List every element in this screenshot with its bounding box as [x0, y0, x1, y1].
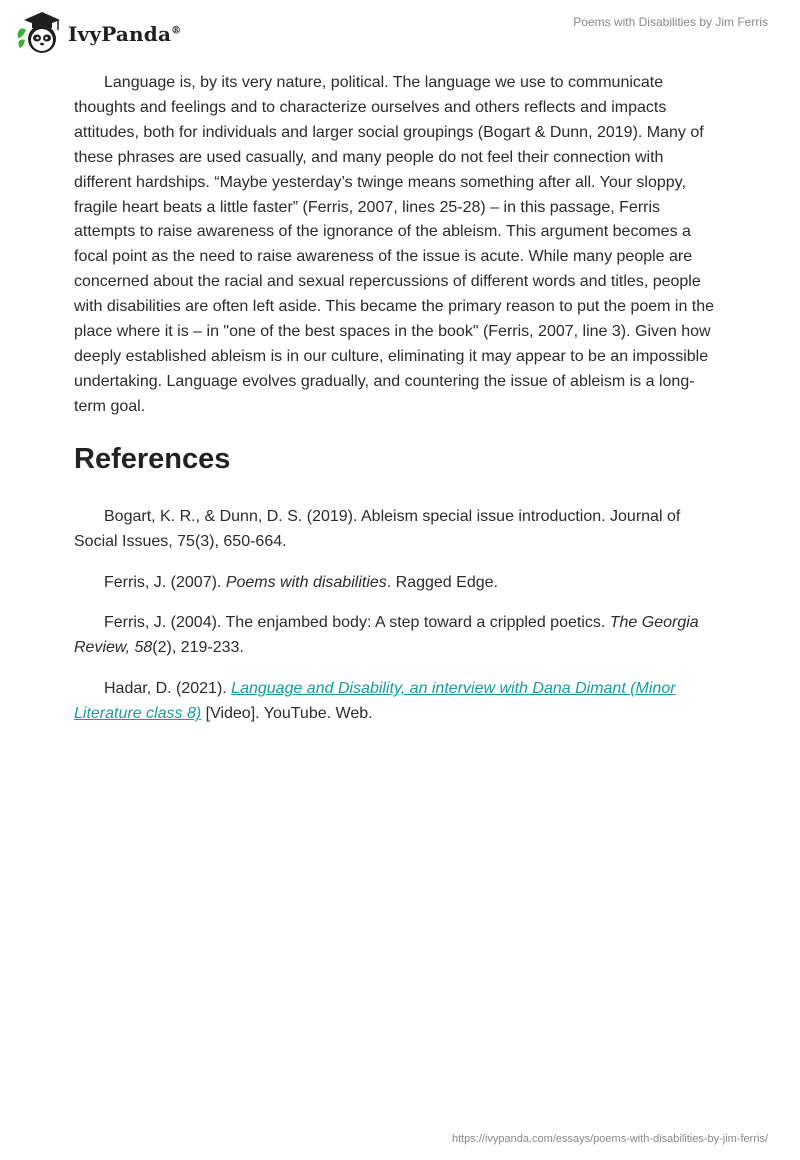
- essay-content: [74, 71, 724, 743]
- reference-item: Ferris, J. (2004). The enjambed body: A step toward a crippled poetics. The Georgia Review, 58(2), 219-233.: [74, 614, 699, 657]
- brand-name: IvyPanda®: [68, 22, 182, 46]
- references-heading: References: [74, 442, 231, 475]
- reference-item: Ferris, J. (2007). Poems with disabilities. Ragged Edge.: [104, 573, 498, 591]
- document-title: Poems with Disabilities by Jim Ferris: [573, 15, 768, 29]
- footer-url: https://ivypanda.com/essays/poems-with-disabilities-by-jim-ferris/: [451, 1133, 768, 1145]
- video-reference-link[interactable]: Language and Disability, an interview with Dana Dimant (Minor Literature class 8): [74, 680, 676, 723]
- logo[interactable]: [14, 8, 181, 56]
- reference-list: [74, 505, 724, 727]
- page-header: [0, 0, 800, 60]
- reference-item: Bogart, K. R., & Dunn, D. S. (2019). Ableism special issue introduction. Journal of Social Issues, 75(3), 650-664.: [74, 507, 681, 550]
- reference-item: Hadar, D. (2021). Language and Disability, an interview with Dana Dimant (Minor Literature class 8) [Video]. YouTube. Web.: [74, 680, 676, 723]
- panda-logo-icon: [14, 8, 62, 56]
- body-paragraph: Language is, by its very nature, political. The language we use to communicate thoughts and feelings and to characterize ourselves and others reflects and impacts attitudes, both for individuals and larger social groupings (Bogart & Dunn, 2019). Many of these phrases are used casually, and many people do not feel their connection with different hardships. “Maybe yesterday’s twinge means something after all. Your sloppy, fragile heart beats a little faster” (Ferris, 2007, lines 25-28) – in this passage, Ferris attempts to raise awareness of the ignorance of the ableism. This argument becomes a focal point as the need to raise awareness of the issue is acute. While many people are concerned about the racial and sexual repercussions of different words and titles, people with disabilities are often left aside. This became the primary reason to put the poem in the place where it is – in "one of the best spaces in the book" (Ferris, 2007, line 3). Given how deeply established ableism is in our culture, eliminating it may appear to be an impossible undertaking. Language evolves gradually, and countering the issue of ableism is a long-term goal.: [74, 74, 715, 415]
